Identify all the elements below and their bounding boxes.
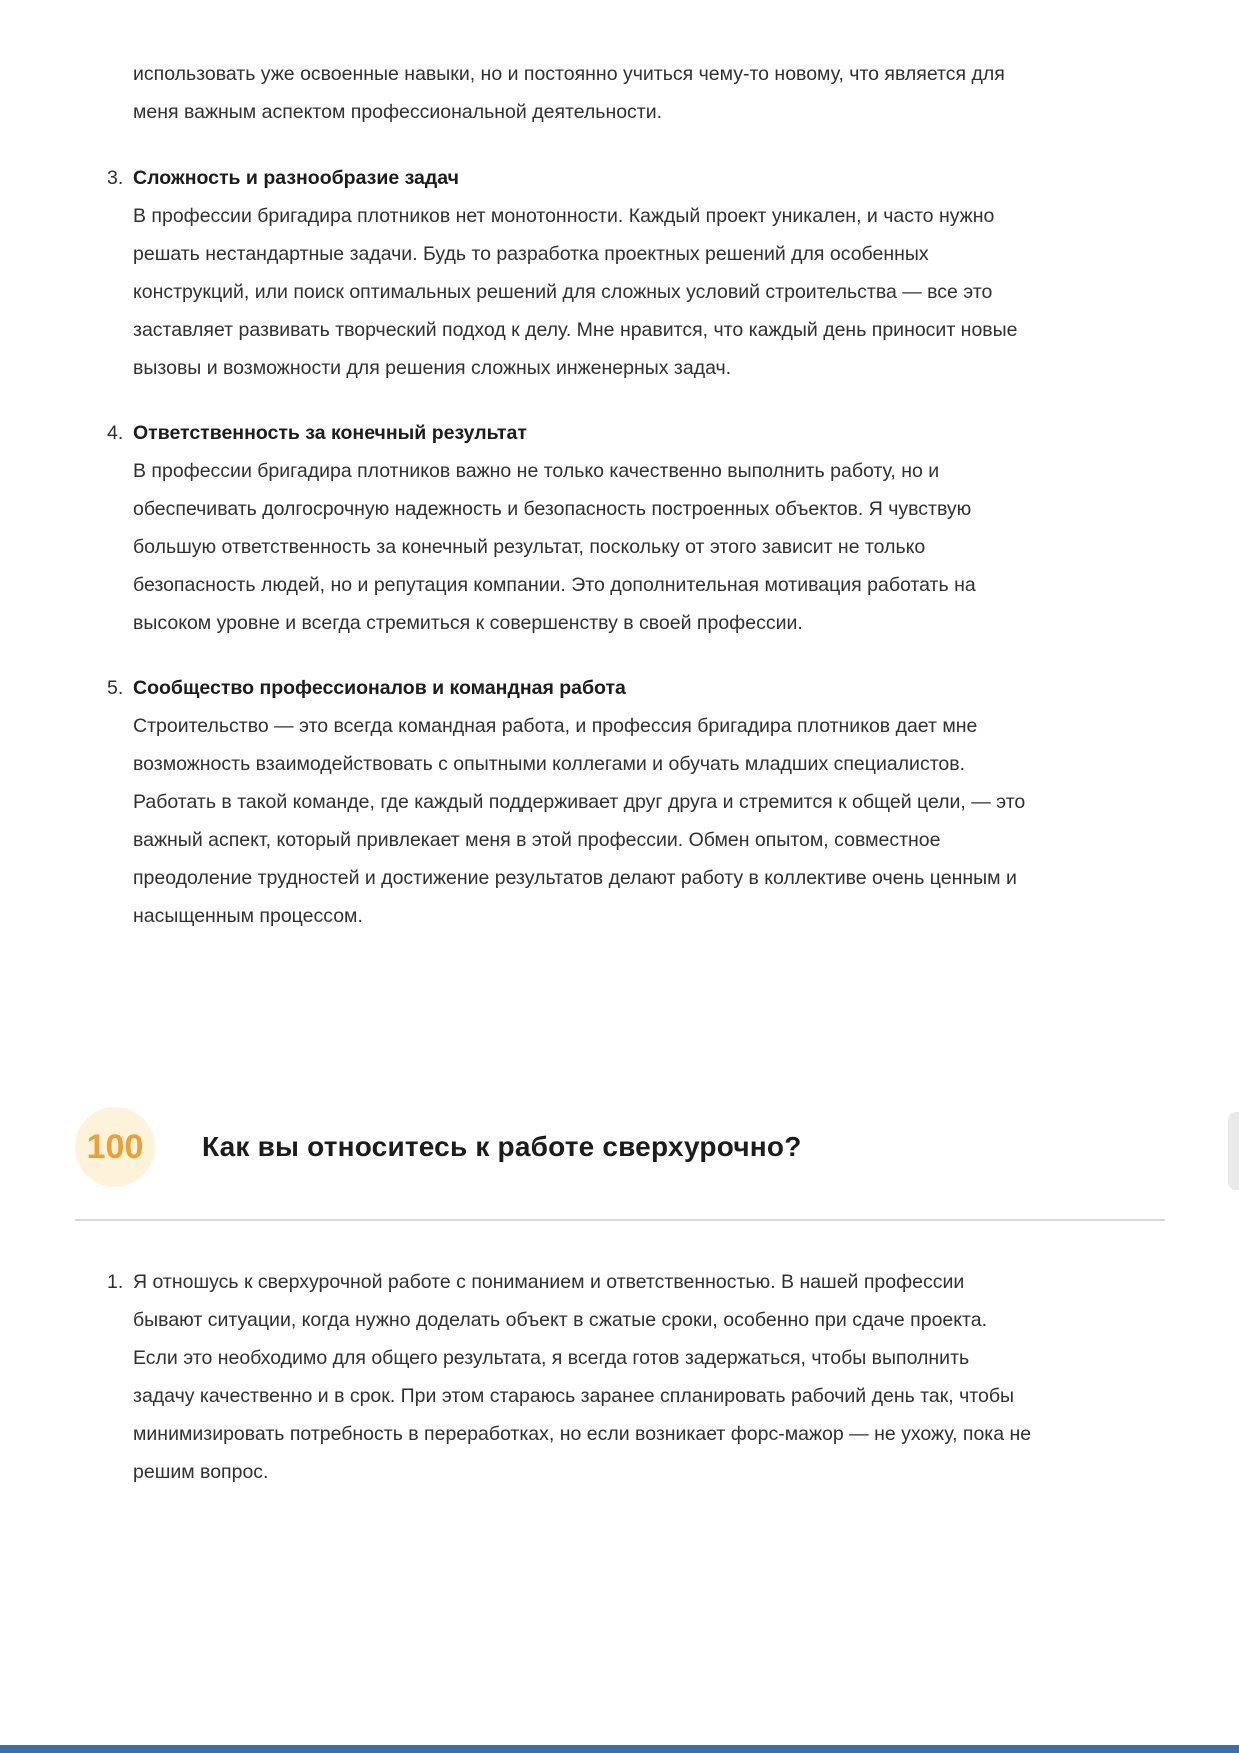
list-item (107, 414, 1040, 642)
answer-item-text (133, 1263, 1033, 1491)
list-item-text (133, 669, 1033, 935)
list-item-title: Сообщество профессионалов и командная работа (133, 677, 626, 699)
list-item-number: 5. (107, 677, 124, 699)
list-item-text (133, 159, 1033, 387)
list-item-title: Сложность и разнообразие задач (133, 167, 459, 189)
answer-item (107, 1263, 1239, 1491)
list-item-title: Ответственность за конечный результат (133, 422, 527, 444)
question-number-badge: 100 (75, 1107, 155, 1187)
answer-section (107, 1263, 1239, 1491)
list-item-body: Строительство — это всегда командная работа, и профессия бригадира плотников дает мне возможность взаимодействовать с опытными коллегами и обучать младших специалистов. Работать в такой команде, где каждый поддерживает друг друга и стремится к общей цели, — это важный аспект, который привлекает меня в этой профессии. Обмен опытом, совместное преодоление трудностей и достижение результатов делают работу в коллективе очень ценным и насыщенным процессом. (133, 715, 1026, 927)
question-header (75, 1107, 1239, 1187)
list-item-number: 3. (107, 167, 124, 189)
list-item-body: В профессии бригадира плотников важно не только качественно выполнить работу, но и обеспечивать долгосрочную надежность и безопасность построенных объектов. Я чувствую большую ответственность за конечный результат, поскольку от этого зависит не только безопасность людей, но и репутация компании. Это дополнительная мотивация работать на высоком уровне и всегда стремиться к совершенству в своей профессии. (133, 460, 976, 634)
continuation-paragraph: использовать уже освоенные навыки, но и постоянно учиться чему-то новому, что является для меня важным аспектом профессиональной деятельности. (133, 63, 1005, 123)
list-item (107, 159, 1040, 387)
section-divider (75, 1219, 1165, 1221)
answer-item-body: Я отношусь к сверхурочной работе с пониманием и ответственностью. В нашей профессии бывают ситуации, когда нужно доделать объект в сжатые сроки, особенно при сдаче проекта. Если это необходимо для общего результата, я всегда готов задержаться, чтобы выполнить задачу качественно и в срок. При этом стараюсь заранее спланировать рабочий день так, чтобы минимизировать потребность в переработках, но если возникает форс-мажор — не ухожу, пока не решим вопрос. (133, 1271, 1032, 1483)
footer-bar (0, 1745, 1239, 1753)
list-item-number: 4. (107, 422, 124, 444)
page-content (0, 0, 1040, 935)
list-item-body: В профессии бригадира плотников нет монотонности. Каждый проект уникален, и часто нужно решать нестандартные задачи. Будь то разработка проектных решений для особенных конструкций, или поиск оптимальных решений для сложных условий строительства — все это заставляет развивать творческий подход к делу. Мне нравится, что каждый день приносит новые вызовы и возможности для решения сложных инженерных задач. (133, 205, 1018, 379)
question-title: Как вы относитесь к работе сверхурочно? (202, 1131, 802, 1162)
answer-item-number: 1. (107, 1271, 124, 1293)
list-item (107, 669, 1040, 935)
list-item-text (133, 414, 1033, 642)
page-edge-artifact (1228, 1112, 1239, 1190)
